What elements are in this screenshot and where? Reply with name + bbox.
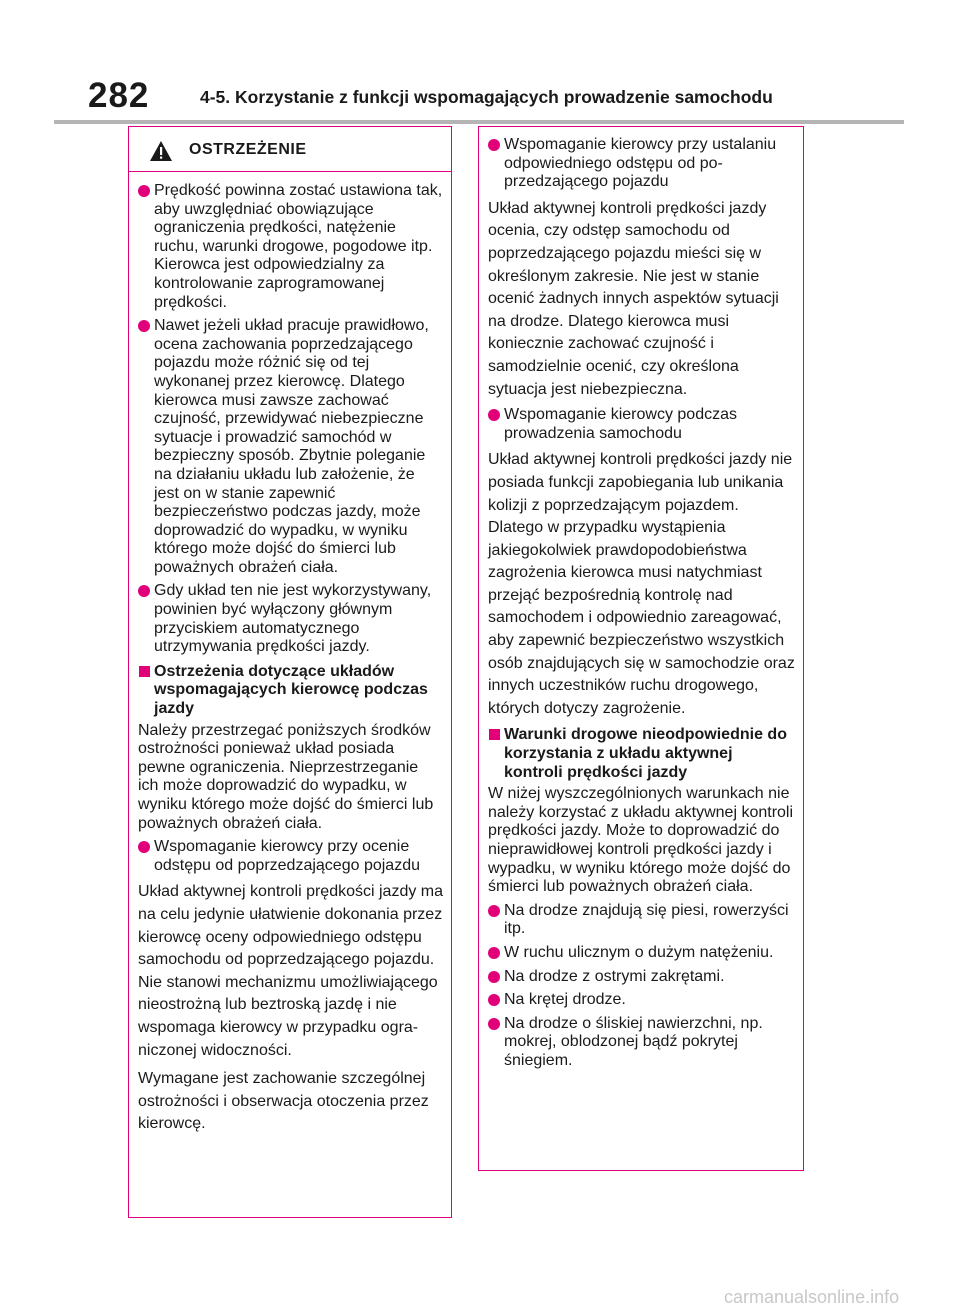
bullet-dot-icon bbox=[138, 585, 150, 597]
subsection-heading: Warunki drogowe nieodpowiednie do korzystania z układu aktywnej kontroli prędkości jazdy bbox=[488, 726, 795, 782]
bullet-dot-icon bbox=[138, 320, 150, 332]
paragraph: W niżej wyszczególnionych warunkach nie należy korzystać z układu aktywnej kontroli prędkości jazdy. Może to doprowadzić do nieprawidłowej kontroli prędkości jazdy i wypadku, w wyniku którego może dojść do śmierci lub poważnych obrażeń ciała. bbox=[488, 785, 794, 896]
paragraph: Układ aktywnej kontroli prędkości jazdy ocenia, czy odstęp samochodu od poprzedzającego pojazdu mieści się w określonym zakresie. Nie jest w stanie ocenić żadnych innych aspektów sytuacji na drodze. Dlatego kierowca musi koniecznie zachować czujność i samodzielnie ocenić, czy określona sytuacja jest niebezpieczna. bbox=[488, 199, 779, 398]
list-item: Na drodze znajdują się piesi, rowerzyści itp. bbox=[488, 902, 795, 939]
warning-box-left bbox=[128, 126, 452, 1218]
page-header bbox=[88, 78, 878, 118]
list-item: Nawet jeżeli układ pracuje prawidłowo, ocena zachowania poprzedzającego pojazdu może różnić się od tej wykonanej przez kierowcę. Dlatego kierowca musi zawsze zachować czujność, przewidywać niebezpieczne sytuacje i prowadzić samochód w bezpieczny sposób. Zbytnie poleganie na działaniu układu lub założenie, że jest on w stanie zapewnić bezpieczeństwo podczas jazdy, może doprowadzić do wypadku, w wyniku którego może dojść do śmierci lub poważnych obrażeń ciała. bbox=[138, 317, 443, 577]
bullet-dot-icon bbox=[488, 409, 500, 421]
warning-triangle-icon bbox=[149, 140, 173, 162]
list-item: Wspomaganie kierowcy przy ocenie odstępu od poprzedzającego pojazdu bbox=[138, 838, 443, 875]
section-title: 4-5. Korzystanie z funkcji wspomagających prowadzenie samochodu bbox=[200, 87, 773, 107]
list-item: W ruchu ulicznym o dużym natężeniu. bbox=[488, 944, 795, 963]
list-item: Prędkość powinna zostać ustawiona tak, aby uwzględniać obowiązujące ograniczenia prędkości, natężenie ruchu, warunki drogowe, pogodowe itp. Kierowca jest odpowiedzialny za kontrolowanie zaprogramowanej prędkości. bbox=[138, 182, 443, 312]
warning-title: OSTRZEŻENIE bbox=[189, 141, 307, 158]
bullet-dot-icon bbox=[488, 905, 500, 917]
square-bullet-icon bbox=[489, 729, 500, 740]
bullet-dot-icon bbox=[488, 139, 500, 151]
bullet-dot-icon bbox=[138, 841, 150, 853]
warning-header bbox=[129, 127, 451, 172]
list-item: Wspomaganie kierowcy podczas prowadzenia samochodu bbox=[488, 406, 795, 443]
paragraph: Układ aktywnej kontroli prędkości jazdy ma na celu jedynie ułatwienie dokonania przez kierowcę oceny odpowiedniego odstępu samochodu od poprzedzającego pojazdu. Nie stanowi mechanizmu umożliwiającego nieostrożną lub beztroską jazdę i nie wspomaga kierowcy w przypadku ograniczonej widoczności. bbox=[138, 883, 444, 1059]
page-number: 282 bbox=[88, 76, 150, 115]
paragraph: Układ aktywnej kontroli prędkości jazdy nie posiada funkcji zapobiegania lub unikania kolizji z poprzedzającym pojazdem. Dlatego w przypadku wystąpienia jakiegokolwiek prawdopodobieństwa zagrożenia kierowca musi natychmiast przejąć bezpośrednią kontrolę nad samochodem i odpowiednio zareagować, aby zapewnić bezpieczeństwo wszystkich osób znajdujących się w samochodzie oraz innych uczestników ruchu drogowego, których dotyczy zagrożenie. bbox=[488, 451, 795, 717]
header-divider bbox=[54, 120, 904, 124]
paragraph: Wymagane jest zachowanie szczególnej ostrożności i obserwacja otoczenia przez kierowcę. bbox=[138, 1070, 429, 1133]
bullet-dot-icon bbox=[488, 947, 500, 959]
warning-box-right bbox=[478, 126, 804, 1171]
bullet-dot-icon bbox=[488, 994, 500, 1006]
list-item: Na drodze z ostrymi zakrętami. bbox=[488, 968, 795, 987]
subsection-heading: Ostrzeżenia dotyczące układów wspomagających kierowcę podczas jazdy bbox=[138, 663, 443, 719]
list-item: Na krętej drodze. bbox=[488, 991, 795, 1010]
list-item: Wspomaganie kierowcy przy ustalaniu odpowiedniego odstępu od poprzedzającego pojazdu bbox=[488, 136, 795, 192]
paragraph: Należy przestrzegać poniższych środków ostrożności ponieważ układ posiada pewne ograniczenia. Nieprzestrzeganie ich może doprowadzić do wypadku, w wyniku którego może dojść do śmierci lub poważnych obrażeń ciała. bbox=[138, 721, 434, 832]
bullet-dot-icon bbox=[488, 1018, 500, 1030]
square-bullet-icon bbox=[139, 666, 150, 677]
list-item: Gdy układ ten nie jest wykorzystywany, powinien być wyłączony głównym przyciskiem automatycznego utrzymywania prędkości jazdy. bbox=[138, 582, 443, 656]
bullet-dot-icon bbox=[488, 971, 500, 983]
bullet-dot-icon bbox=[138, 185, 150, 197]
watermark: carmanualsonline.info bbox=[724, 1287, 900, 1307]
list-item: Na drodze o śliskiej nawierzchni, np. mokrej, oblodzonej bądź pokrytej śniegiem. bbox=[488, 1015, 795, 1071]
